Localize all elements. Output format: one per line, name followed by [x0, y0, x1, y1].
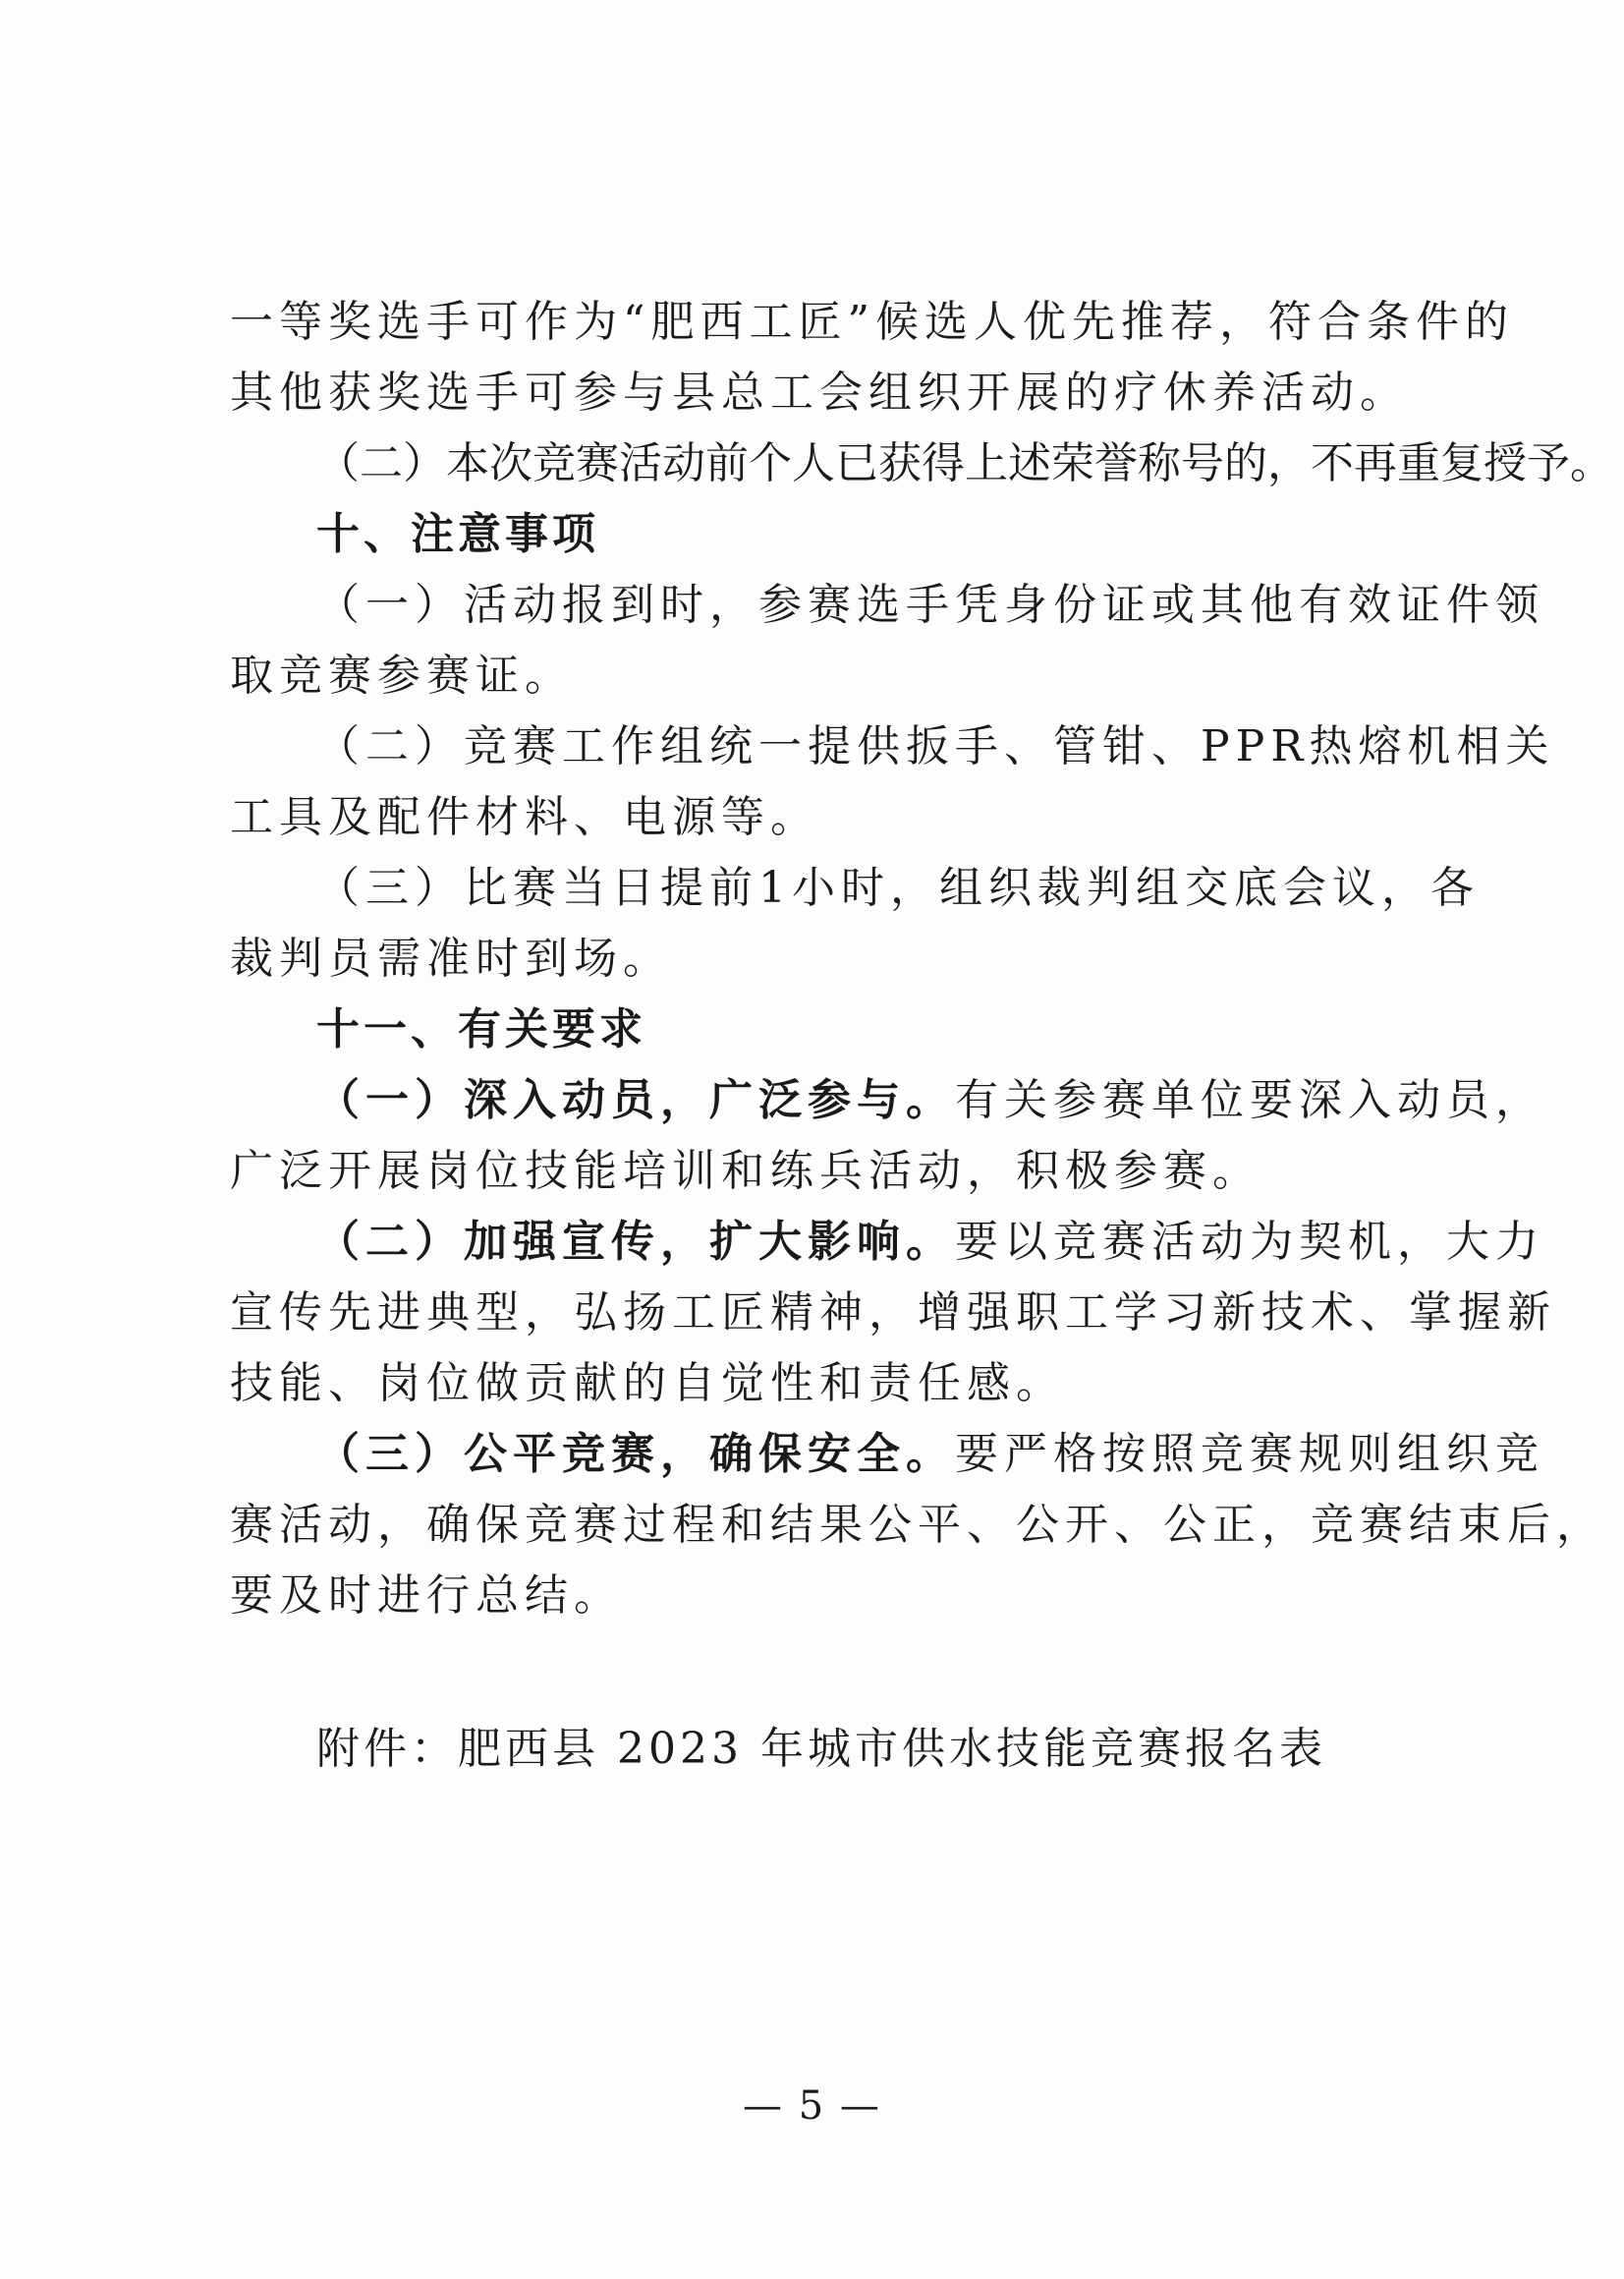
paragraph-text: 要严格按照竞赛规则组织竞 [955, 1429, 1544, 1479]
document-body [230, 287, 1613, 1631]
paragraph-line: 工具及配件材料、电源等。 [230, 792, 819, 842]
paragraph-lead: （二）加强宣传，扩大影响。 [316, 1217, 955, 1267]
paragraph-line: （二）竞赛工作组统一提供扳手、管钳、PPR热熔机相关 [316, 721, 1555, 771]
paragraph-line: 广泛开展岗位技能培训和练兵活动，积极参赛。 [230, 1146, 1261, 1196]
page-number: — 5 — [743, 2083, 881, 2129]
paragraph-text: 有关参赛单位要深入动员， [955, 1075, 1544, 1125]
paragraph-line: （三）比赛当日提前1小时，组织裁判组交底会议，各 [316, 863, 1480, 913]
section-heading-11: 十一、有关要求 [316, 1004, 646, 1054]
section-heading-10: 十、注意事项 [316, 509, 599, 559]
paragraph-line [230, 1207, 1544, 1278]
paragraph-line [230, 1065, 1544, 1136]
attachment-note: 附件：肥西县 2023 年城市供水技能竞赛报名表 [316, 1724, 1326, 1774]
paragraph-line: 裁判员需准时到场。 [230, 934, 672, 984]
paragraph-line: 要及时进行总结。 [230, 1570, 623, 1621]
paragraph-line: （一）活动报到时，参赛选手凭身份证或其他有效证件领 [316, 580, 1544, 630]
paragraph-line: （二）本次竞赛活动前个人已获得上述荣誉称号的，不再重复授予。 [316, 438, 1613, 488]
paragraph-lead: （三）公平竞赛，确保安全。 [316, 1429, 955, 1479]
paragraph-text: 要以竞赛活动为契机，大力 [955, 1217, 1544, 1267]
paragraph-line: 赛活动，确保竞赛过程和结果公平、公开、公正，竞赛结束后， [230, 1500, 1605, 1550]
paragraph-line: 技能、岗位做贡献的自觉性和责任感。 [230, 1358, 1065, 1408]
paragraph-line [230, 1419, 1544, 1490]
paragraph-line: 取竞赛参赛证。 [230, 651, 574, 701]
paragraph-line: 宣传先进典型，弘扬工匠精神，增强职工学习新技术、掌握新 [230, 1287, 1556, 1338]
paragraph-line: 一等奖选手可作为“肥西工匠”候选人优先推荐，符合条件的 [230, 297, 1514, 347]
paragraph-lead: （一）深入动员，广泛参与。 [316, 1075, 955, 1125]
paragraph-line: 其他获奖选手可参与县总工会组织开展的疗休养活动。 [230, 368, 1409, 418]
